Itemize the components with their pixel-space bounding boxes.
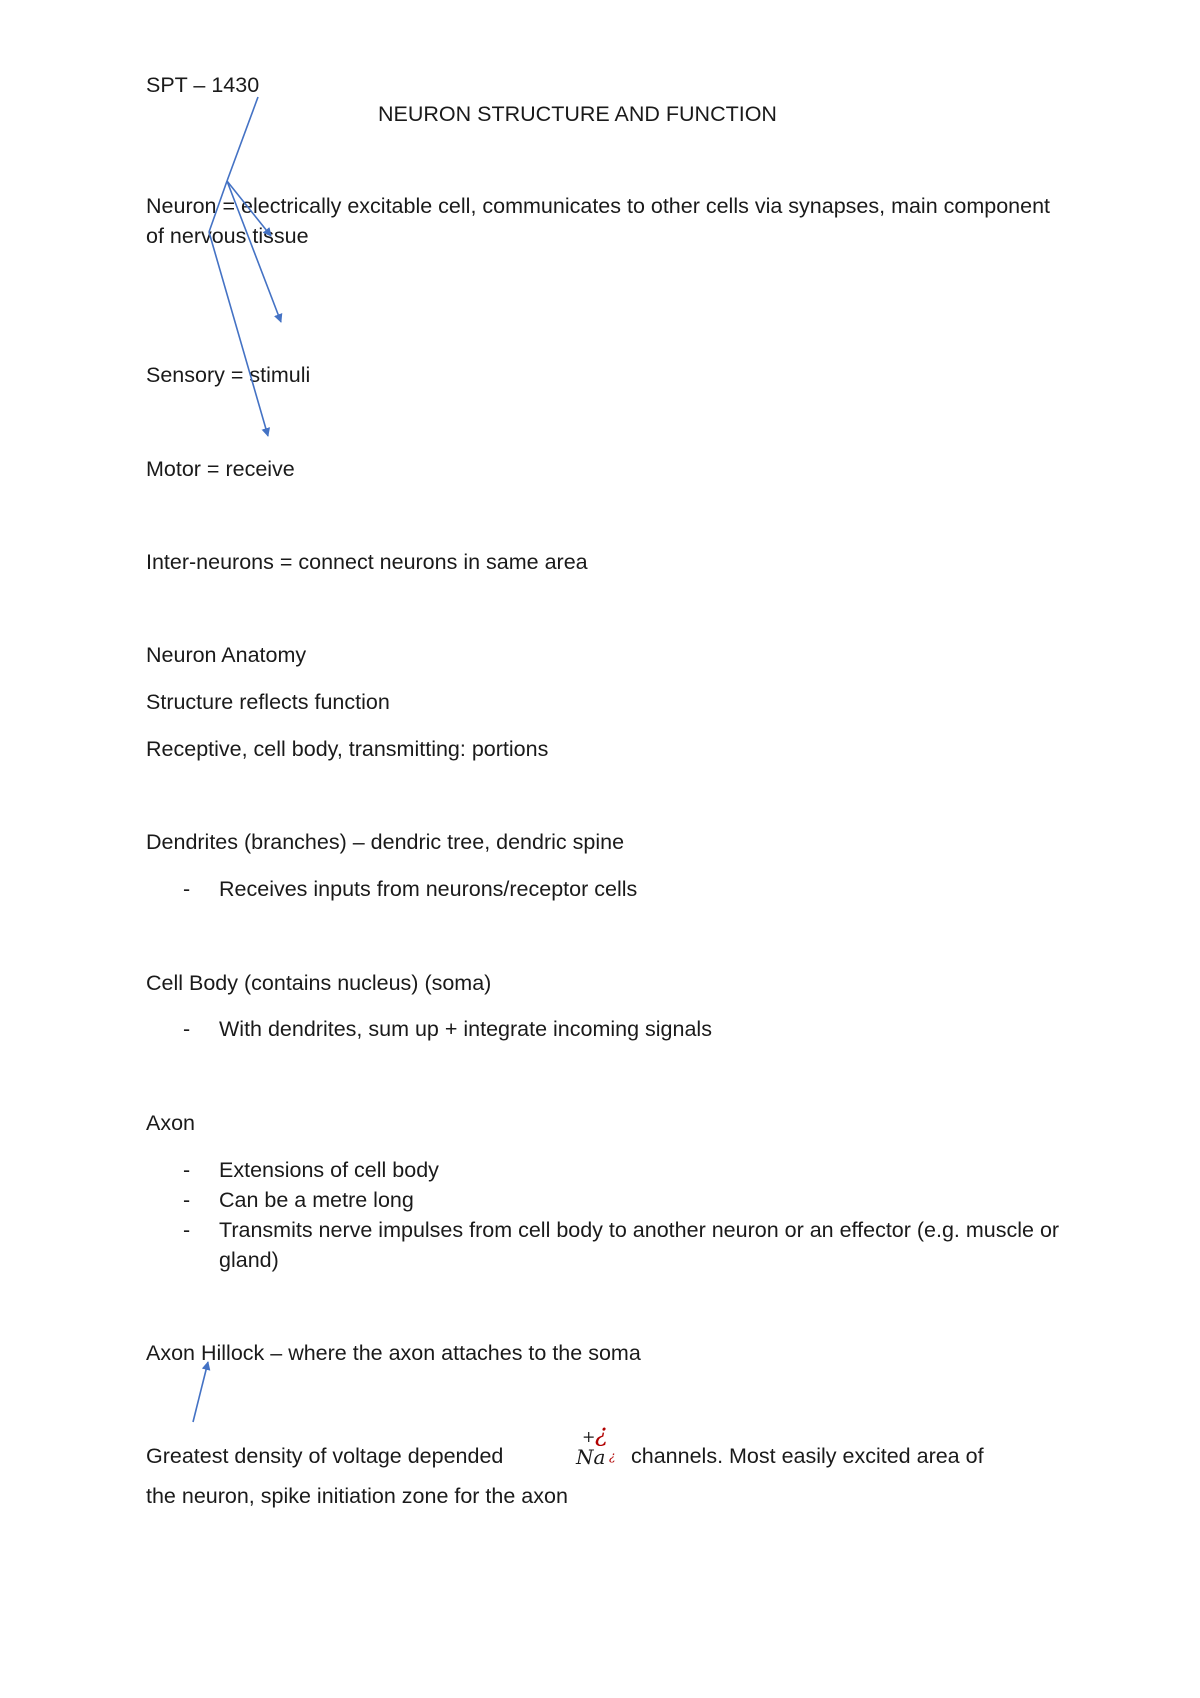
axon-heading: Axon	[146, 1111, 196, 1135]
formula-subscript: ¿	[609, 1449, 616, 1463]
anatomy-heading: Neuron Anatomy	[146, 643, 307, 667]
arrow-to-motor-icon	[209, 232, 268, 436]
formula-glyph: ¿	[595, 1419, 608, 1447]
cell-body-heading: Cell Body (contains nucleus) (soma)	[146, 971, 492, 995]
axon-bullet-2: Can be a metre long	[219, 1188, 414, 1212]
formula-na: Na	[576, 1445, 606, 1469]
neuron-definition: Neuron = electrically excitable cell, communicates to other cells via synapses, main component of nervous tissue	[146, 194, 1051, 248]
hillock-text-after: channels. Most easily excited area of	[631, 1444, 984, 1468]
bullet-marker: -	[183, 1218, 191, 1242]
inter-neurons-definition: Inter-neurons = connect neurons in same area	[146, 550, 588, 574]
sensory-definition: Sensory = stimuli	[146, 363, 311, 387]
bullet-marker: -	[183, 1158, 191, 1182]
dendrites-bullet-1: Receives inputs from neurons/receptor cells	[219, 877, 638, 901]
cell-body-bullet-1: With dendrites, sum up + integrate incoming signals	[219, 1017, 712, 1041]
axon-bullet-1: Extensions of cell body	[219, 1158, 439, 1182]
bullet-marker: -	[183, 877, 191, 901]
hillock-text-before: Greatest density of voltage depended	[146, 1444, 504, 1468]
motor-definition: Motor = receive	[146, 457, 295, 481]
sodium-ion-formula	[573, 1419, 625, 1473]
hillock-text-line-2: the neuron, spike initiation zone for the axon	[146, 1484, 568, 1508]
page-title: NEURON STRUCTURE AND FUNCTION	[378, 102, 777, 126]
arrow-to-hillock-icon	[193, 1362, 208, 1422]
dendrites-heading: Dendrites (branches) – dendric tree, dendric spine	[146, 830, 625, 854]
formula-plus: +	[582, 1427, 596, 1446]
axon-bullet-3: Transmits nerve impulses from cell body to another neuron or an effector (e.g. muscle or gland)	[219, 1218, 1060, 1272]
anatomy-line-2: Receptive, cell body, transmitting: portions	[146, 737, 549, 761]
hillock-heading: Axon Hillock – where the axon attaches to the soma	[146, 1341, 641, 1365]
anatomy-line-1: Structure reflects function	[146, 690, 390, 714]
course-code: SPT – 1430	[146, 73, 260, 97]
arrow-line-main	[227, 97, 258, 181]
bullet-marker: -	[183, 1188, 191, 1212]
bullet-marker: -	[183, 1017, 191, 1041]
